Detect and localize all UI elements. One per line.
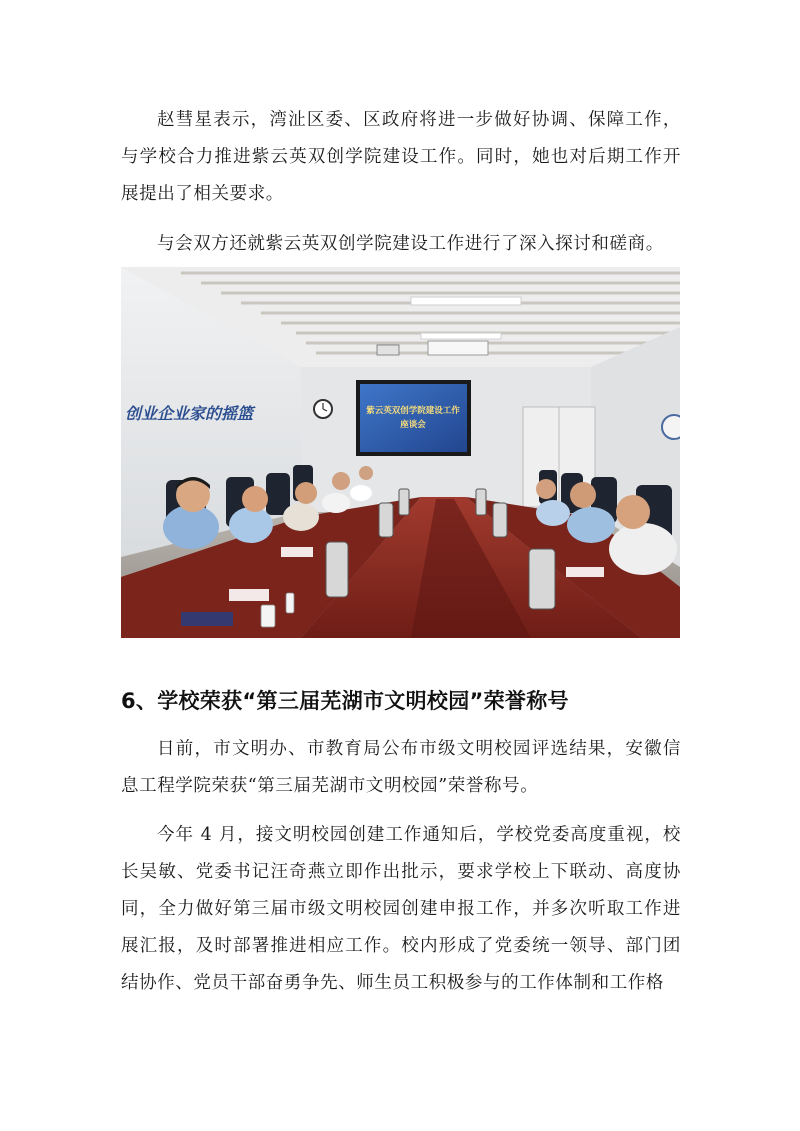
body-paragraph: 日前，市文明办、市教育局公布市级文明校园评选结果，安徽信息工程学院荣获“第三届芜湖市文明校园”荣誉称号。 [121,739,681,796]
screen-title: 紫云英双创学院建设工作 [366,406,460,416]
wall-slogan: 创业企业家的摇篮 [125,404,254,423]
ceiling-light [411,297,521,305]
air-conditioner [428,341,488,355]
projector [377,345,399,355]
ceiling-light [421,333,501,339]
body-paragraph: 今年 4 月，接文明校园创建工作通知后，学校党委高度重视，校长吴敏、党委书记汪奇燕立即作出批示，要求学校上下联动、高度协同，全力做好第三届市级文明校园创建申报工作，并多次听取工作进展汇报，及时部署推进相应工作。校内形成了党委统一领导、部门团结协作、党员干部奋勇争先、师生员工积极参与的工作体制和工作格 [121,825,681,993]
body-paragraph: 与会双方还就紫云英双创学院建设工作进行了深入探讨和磋商。 [157,234,664,254]
body-paragraph: 赵彗星表示，湾沚区委、区政府将进一步做好协调、保障工作，与学校合力推进紫云英双创学院建设工作。同时，她也对后期工作开展提出了相关要求。 [121,110,681,204]
section-heading: 6、学校荣获“第三届芜湖市文明校园”荣誉称号 [121,689,569,713]
projection-screen [360,384,467,452]
screen-subtitle: 座谈会 [400,420,426,430]
meeting-photo [121,267,680,638]
emblem-icon [662,415,680,439]
